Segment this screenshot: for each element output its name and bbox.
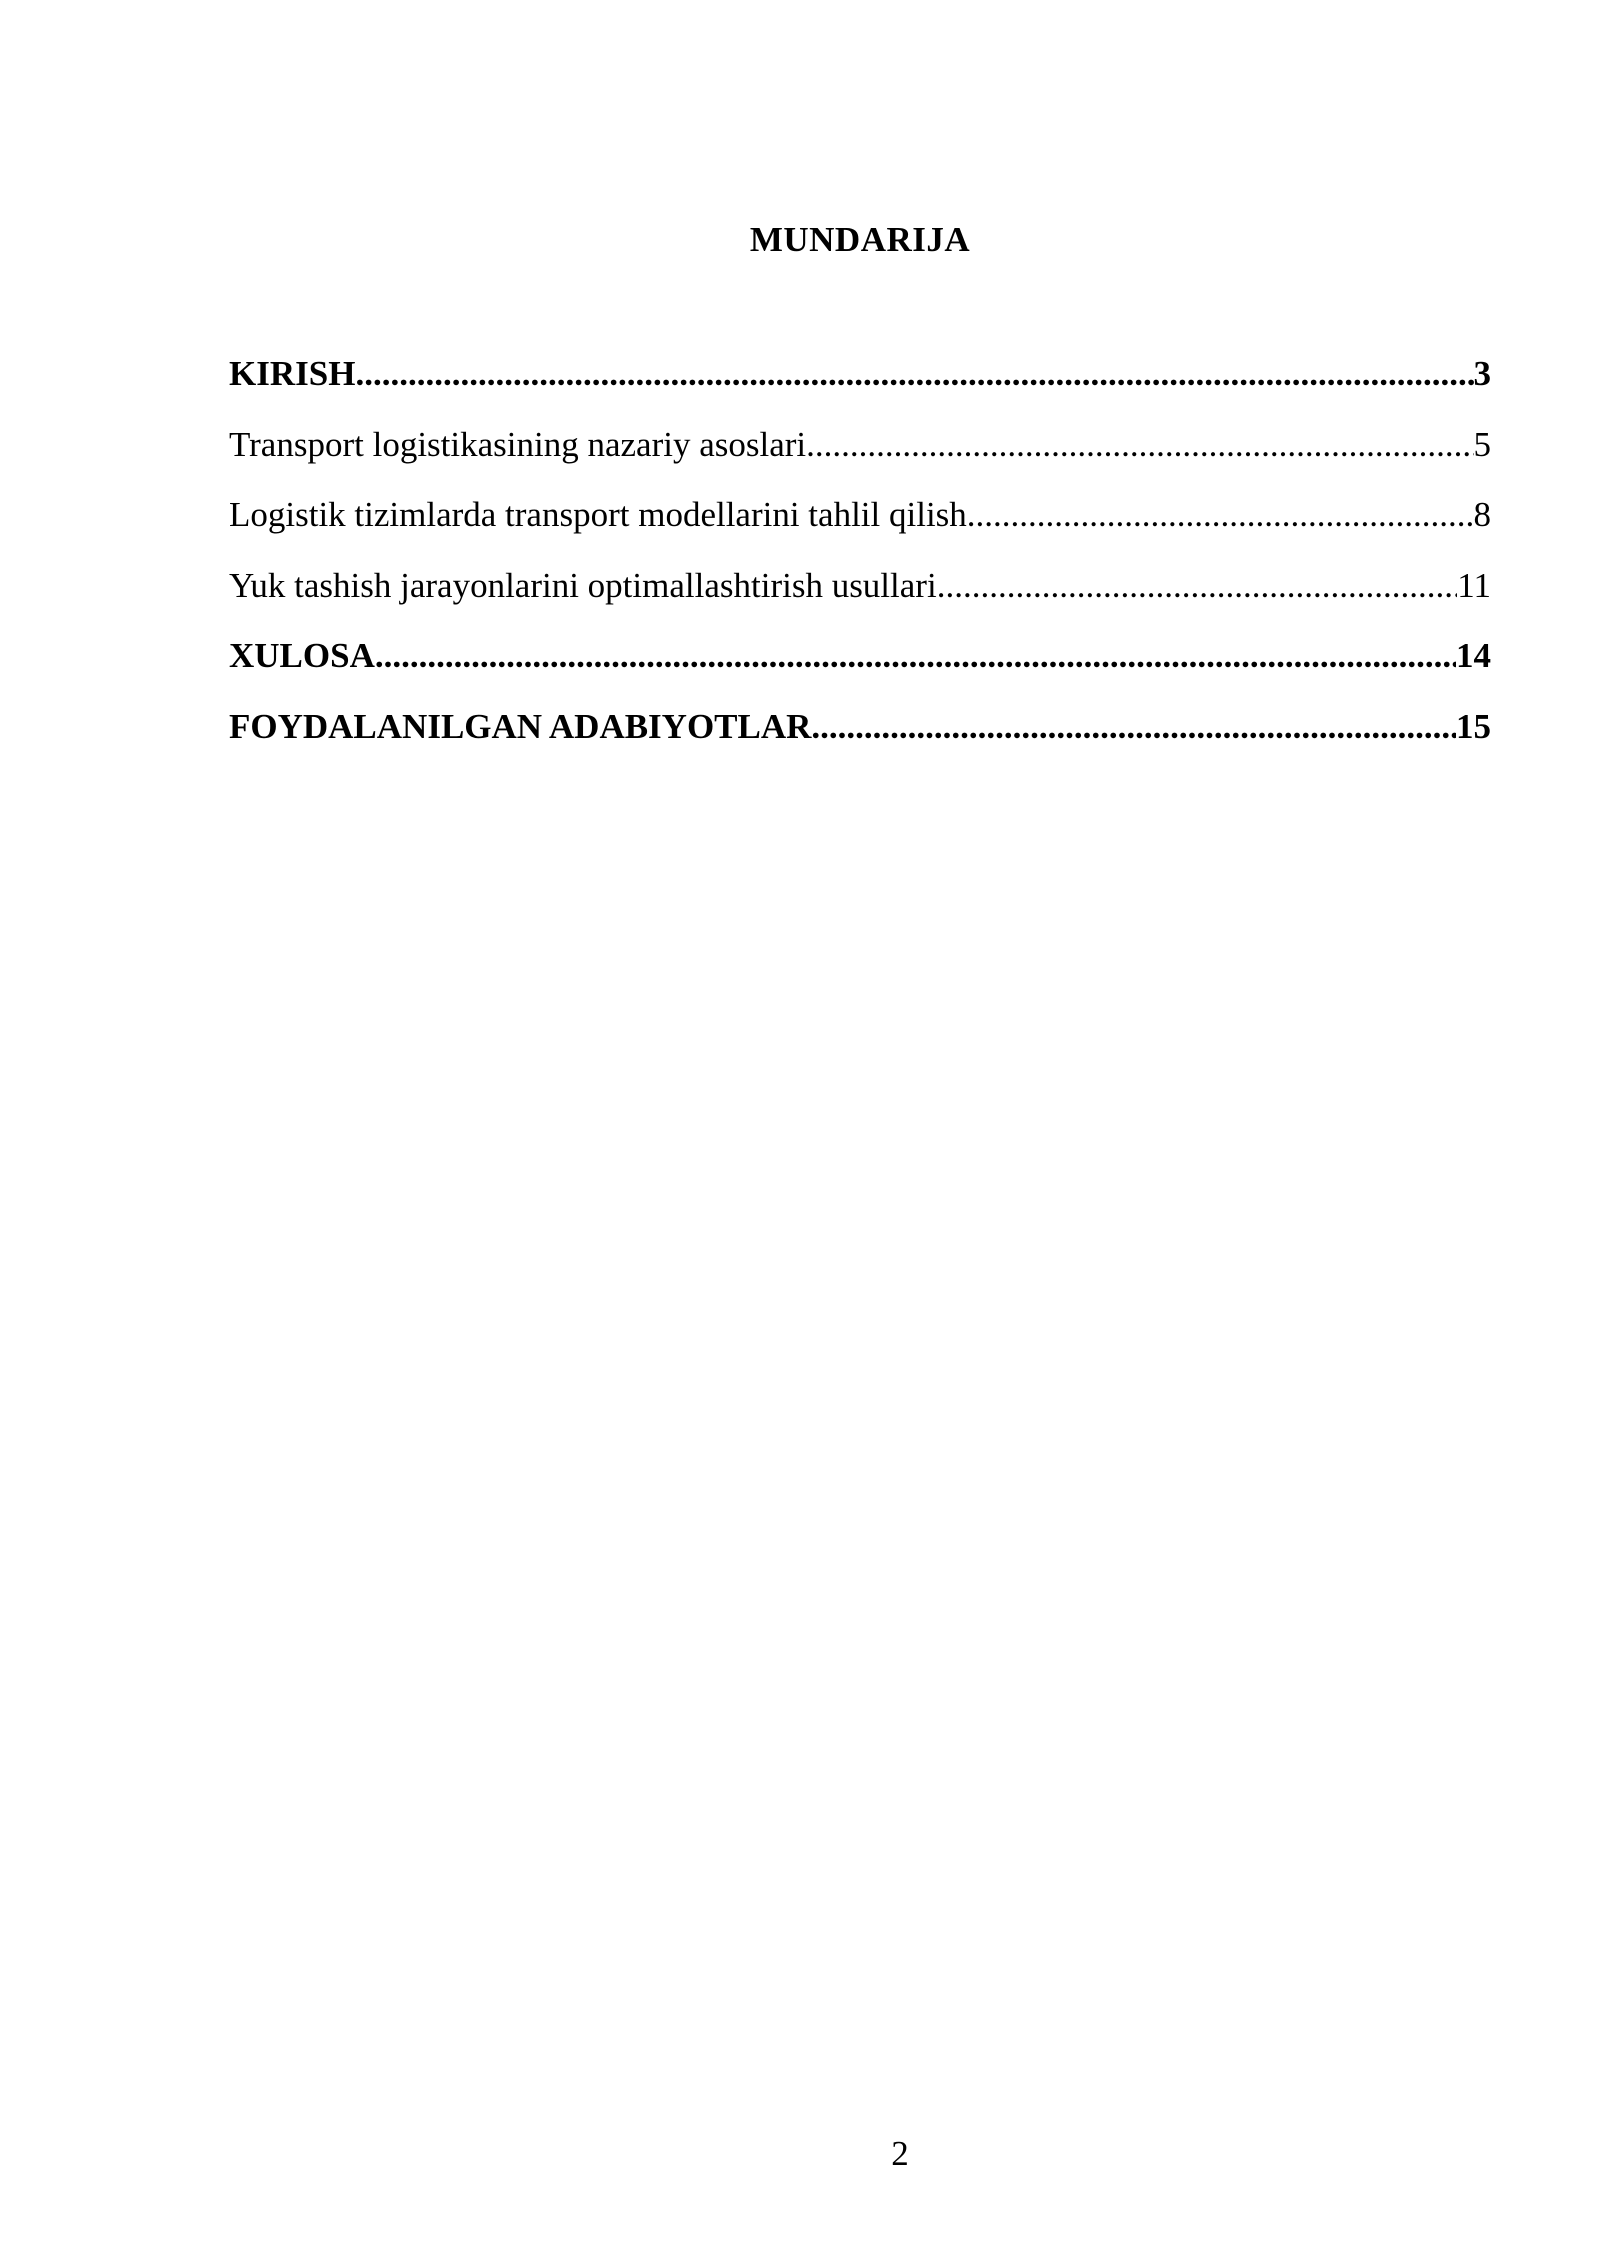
toc-entry-kirish[interactable] bbox=[229, 352, 1491, 423]
toc-dot-leader bbox=[355, 352, 1473, 396]
table-of-contents bbox=[229, 352, 1491, 775]
toc-entry-label: Transport logistikasining nazariy asoslari bbox=[229, 424, 807, 464]
toc-dot-leader bbox=[375, 634, 1456, 678]
toc-entry-logistik-tizimlar[interactable] bbox=[229, 493, 1491, 564]
toc-entry-xulosa[interactable] bbox=[229, 634, 1491, 705]
toc-dot-leader bbox=[811, 705, 1456, 749]
toc-entry-yuk-tashish[interactable] bbox=[229, 564, 1491, 635]
toc-dot-leader bbox=[937, 564, 1458, 608]
toc-title: MUNDARIJA bbox=[749, 220, 971, 259]
toc-entry-page: 14 bbox=[1456, 636, 1491, 675]
toc-entry-page: 11 bbox=[1457, 565, 1491, 605]
toc-dot-leader bbox=[967, 493, 1474, 537]
toc-entry-page: 15 bbox=[1456, 706, 1491, 746]
toc-entry-page: 5 bbox=[1473, 424, 1491, 464]
toc-dot-leader bbox=[806, 423, 1473, 467]
page-number: 2 bbox=[891, 2134, 909, 2173]
toc-entry-label: Logistik tizimlarda transport modellarini tahlil qilish bbox=[229, 495, 967, 534]
toc-entry-page: 3 bbox=[1473, 354, 1491, 393]
toc-entry-label: XULOSA bbox=[229, 636, 375, 675]
toc-entry-label: KIRISH bbox=[229, 354, 356, 393]
toc-entry-page: 8 bbox=[1473, 495, 1491, 534]
toc-entry-transport-logistikasi[interactable] bbox=[229, 423, 1491, 494]
toc-entry-foydalanilgan-adabiyotlar[interactable] bbox=[229, 705, 1491, 776]
toc-entry-label: FOYDALANILGAN ADABIYOTLAR bbox=[229, 706, 812, 746]
toc-entry-label: Yuk tashish jarayonlarini optimallashtirish usullari bbox=[229, 565, 937, 605]
